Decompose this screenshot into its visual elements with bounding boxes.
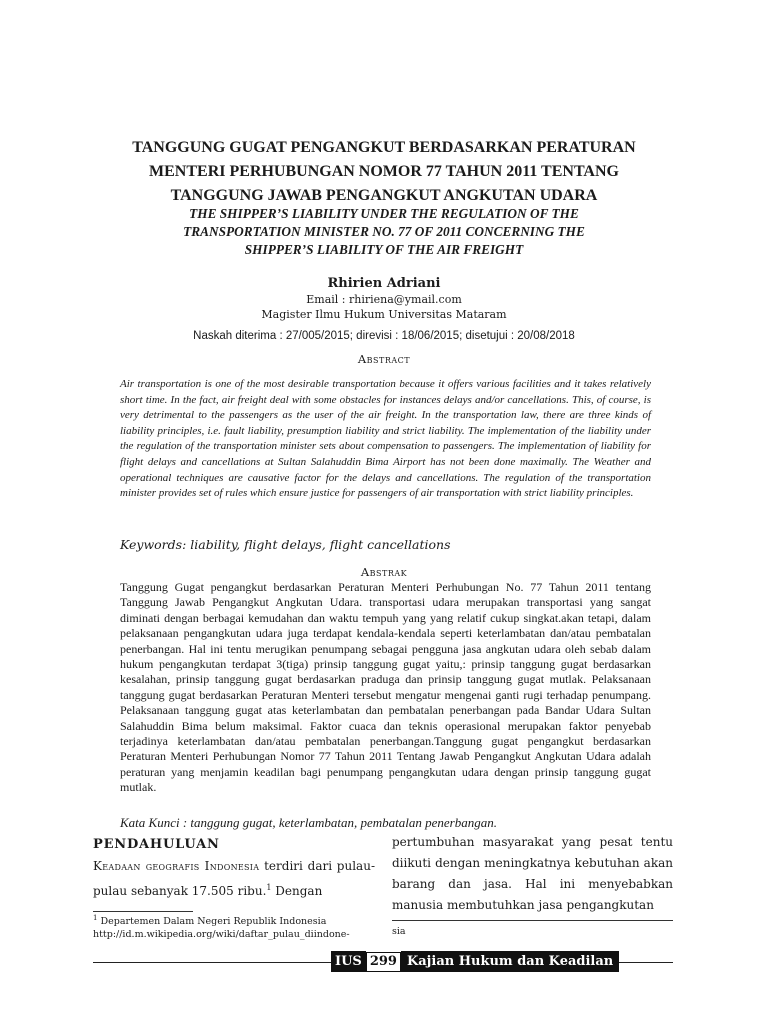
page-number: 299: [366, 952, 401, 972]
footnote-reference[interactable]: 1: [266, 883, 272, 892]
title-en-line: TRANSPORTATION MINISTER NO. 77 OF 2011 CONCERNING THE: [183, 224, 585, 239]
body-left-tail: Dengan: [271, 884, 323, 898]
page-footer: [331, 951, 619, 972]
footnote: [93, 912, 377, 941]
title-en-line: SHIPPER’S LIABILITY OF THE AIR FREIGHT: [244, 242, 524, 257]
title-en-line: THE SHIPPER’S LIABILITY UNDER THE REGULATION OF THE: [189, 206, 579, 221]
abstract-heading: Abstract: [357, 352, 411, 366]
author-email: Email : rhiriena@ymail.com: [306, 293, 462, 306]
body-left-text: terdiri dari pulau-pulau sebanyak 17.505 ribu.: [93, 859, 375, 898]
title-id-line: MENTERI PERHUBUNGAN NOMOR 77 TAHUN 2011 TENTANG: [149, 163, 619, 180]
body-right-column: pertumbuhan masyarakat yang pesat tentu diikuti dengan meningkatnya kebutuhan akan barang dan jasa. Hal ini menyebabkan manusia membutuhkan jasa pengangkutan: [392, 835, 673, 912]
abstract-text: Air transportation is one of the most desirable transportation because it offers various facilities and it takes relatively short time. In the fact, air freight deal with some obstacles for instances delays and/or cancellations. This, of course, is very detrimental to the passengers as the user of the air freight. In the transportation law, there are three kinds of liability principles, i.e. fault liability, presumption liability and strict liability. The implementation of the liability under the regulation of the transportation minister sets about compensation to passengers. The implementation of liability for flight delays and cancellations at Sultan Salahuddin Bima Airport has not been done maximally. The Weather and operational techniques are causative factor for the delays and cancellations. The regulation of the transportation minister provides set of rules which ensure justice for passengers of air transportation with strict liability principles.: [120, 378, 651, 500]
title-english: [100, 205, 668, 259]
keywords: Keywords: liability, flight delays, flight cancellations: [120, 537, 451, 552]
submission-dates: Naskah diterima : 27/005/2015; direvisi : 18/06/2015; disetujui : 20/08/2018: [193, 330, 575, 342]
journal-name: Kajian Hukum dan Keadilan: [401, 951, 619, 972]
body-left-column: [93, 856, 375, 902]
journal-code: IUS: [331, 951, 366, 972]
kata-kunci: Kata Kunci : tanggung gugat, keterlambatan, pembatalan penerbangan.: [120, 815, 497, 830]
abstrak-text: Tanggung Gugat pengangkut berdasarkan Peraturan Menteri Perhubungan No. 77 Tahun 2011 tentang Tanggung Jawab Pengangkut Angkutan Udara. transportasi udara merupakan transportasi yang sangat diminati dengan berbagai kemudahan dan waktu tempuh yang yang relatif cukup singkat.akan tetapi, dalam pelaksanaan pengangkutan udara juga terdapat kendala-kendala seperti keterlambatan dan/atau pembatalan penerbangan. Hal ini tentu merugikan penumpang sebagai pengguna jasa angkutan udara oleh sebab dalam hukum pengangkutan terdapat 3(tiga) prinsip tanggung gugat yaitu,: prinsip tanggung gugat berdasarkan kesalahan, prinsip tanggung gugat berdasarkan praduga dan prinsip tanggung gugat mutlak. Pelaksanaan tanggung gugat berdasarkan Peraturan Menteri tersebut mengatur mengenai ganti rugi terhadap penumpang. Pelaksanaan tanggung gugat atas keterlambatan dan pembatalan penerbangan pada Bandar Udara Sultan Salahuddin Bima belum maksimal. Faktor cuaca dan teknis operasional merupakan faktor penyebab terjadinya keterlambatan dan/atau pembatalan penerbangan.Tanggung gugat pengangkut berdasarkan Peraturan Menteri Perhubungan Nomor 77 Tahun 2011 Tentang Jawab Pengangkut Angkutan Udara adalah peraturan yang menjamin keadilan bagi penumpang pengangkutan udara dengan prinsip tanggung gugat mutlak.: [120, 580, 651, 795]
footnote-divider: [392, 920, 673, 921]
footnote-text: Departemen Dalam Negeri Republik Indonesia http://id.m.wikipedia.org/wiki/daftar_pulau_diindone-: [93, 916, 350, 941]
title-id-line: TANGGUNG GUGAT PENGANGKUT BERDASARKAN PERATURAN: [132, 139, 636, 156]
footnote-continuation: sia: [392, 926, 406, 937]
abstrak-heading: Abstrak: [360, 565, 408, 579]
title-id-line: TANGGUNG JAWAB PENGANGKUT ANGKUTAN UDARA: [170, 187, 598, 204]
author-name: Rhirien Adriani: [327, 276, 441, 291]
body-smallcaps-lead: Keadaan geografis Indonesia: [93, 859, 260, 873]
title-indonesian: [100, 136, 668, 208]
footnote-number: 1: [93, 914, 98, 922]
section-heading: PENDAHULUAN: [93, 837, 220, 852]
author-affiliation: Magister Ilmu Hukum Universitas Mataram: [261, 308, 507, 321]
